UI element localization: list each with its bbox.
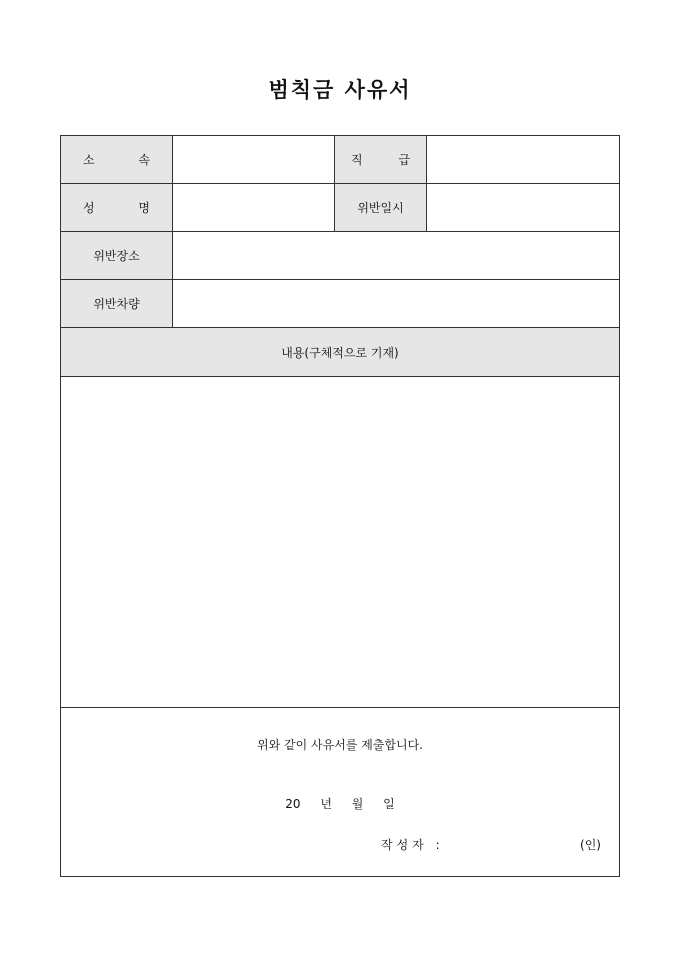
violation-place-label: 위반장소 [61,232,173,279]
form-footer [61,708,619,876]
form-row-name [61,184,619,232]
date-line: 20 년 월 일 [285,797,395,811]
content-header: 내용(구체적으로 기재) [61,328,619,377]
violation-vehicle-label: 위반차량 [61,280,173,327]
reason-form [60,135,620,877]
content-textarea[interactable] [61,377,619,708]
violation-vehicle-field[interactable] [173,280,619,327]
rank-field[interactable] [427,136,621,183]
form-row-affiliation [61,136,619,184]
submission-statement: 위와 같이 사유서를 제출합니다. [257,738,423,752]
violation-place-field[interactable] [173,232,619,279]
author-label: 작성자 : [381,838,444,852]
rank-label: 직 급 [335,136,427,183]
form-row-violation-place [61,232,619,280]
seal-label: (인) [580,838,601,852]
affiliation-field[interactable] [173,136,335,183]
name-field[interactable] [173,184,335,231]
violation-datetime-label: 위반일시 [335,184,427,231]
form-row-violation-vehicle [61,280,619,328]
affiliation-label: 소 속 [61,136,173,183]
document-title: 범칙금 사유서 [268,77,412,102]
name-label: 성 명 [61,184,173,231]
violation-datetime-field[interactable] [427,184,621,231]
